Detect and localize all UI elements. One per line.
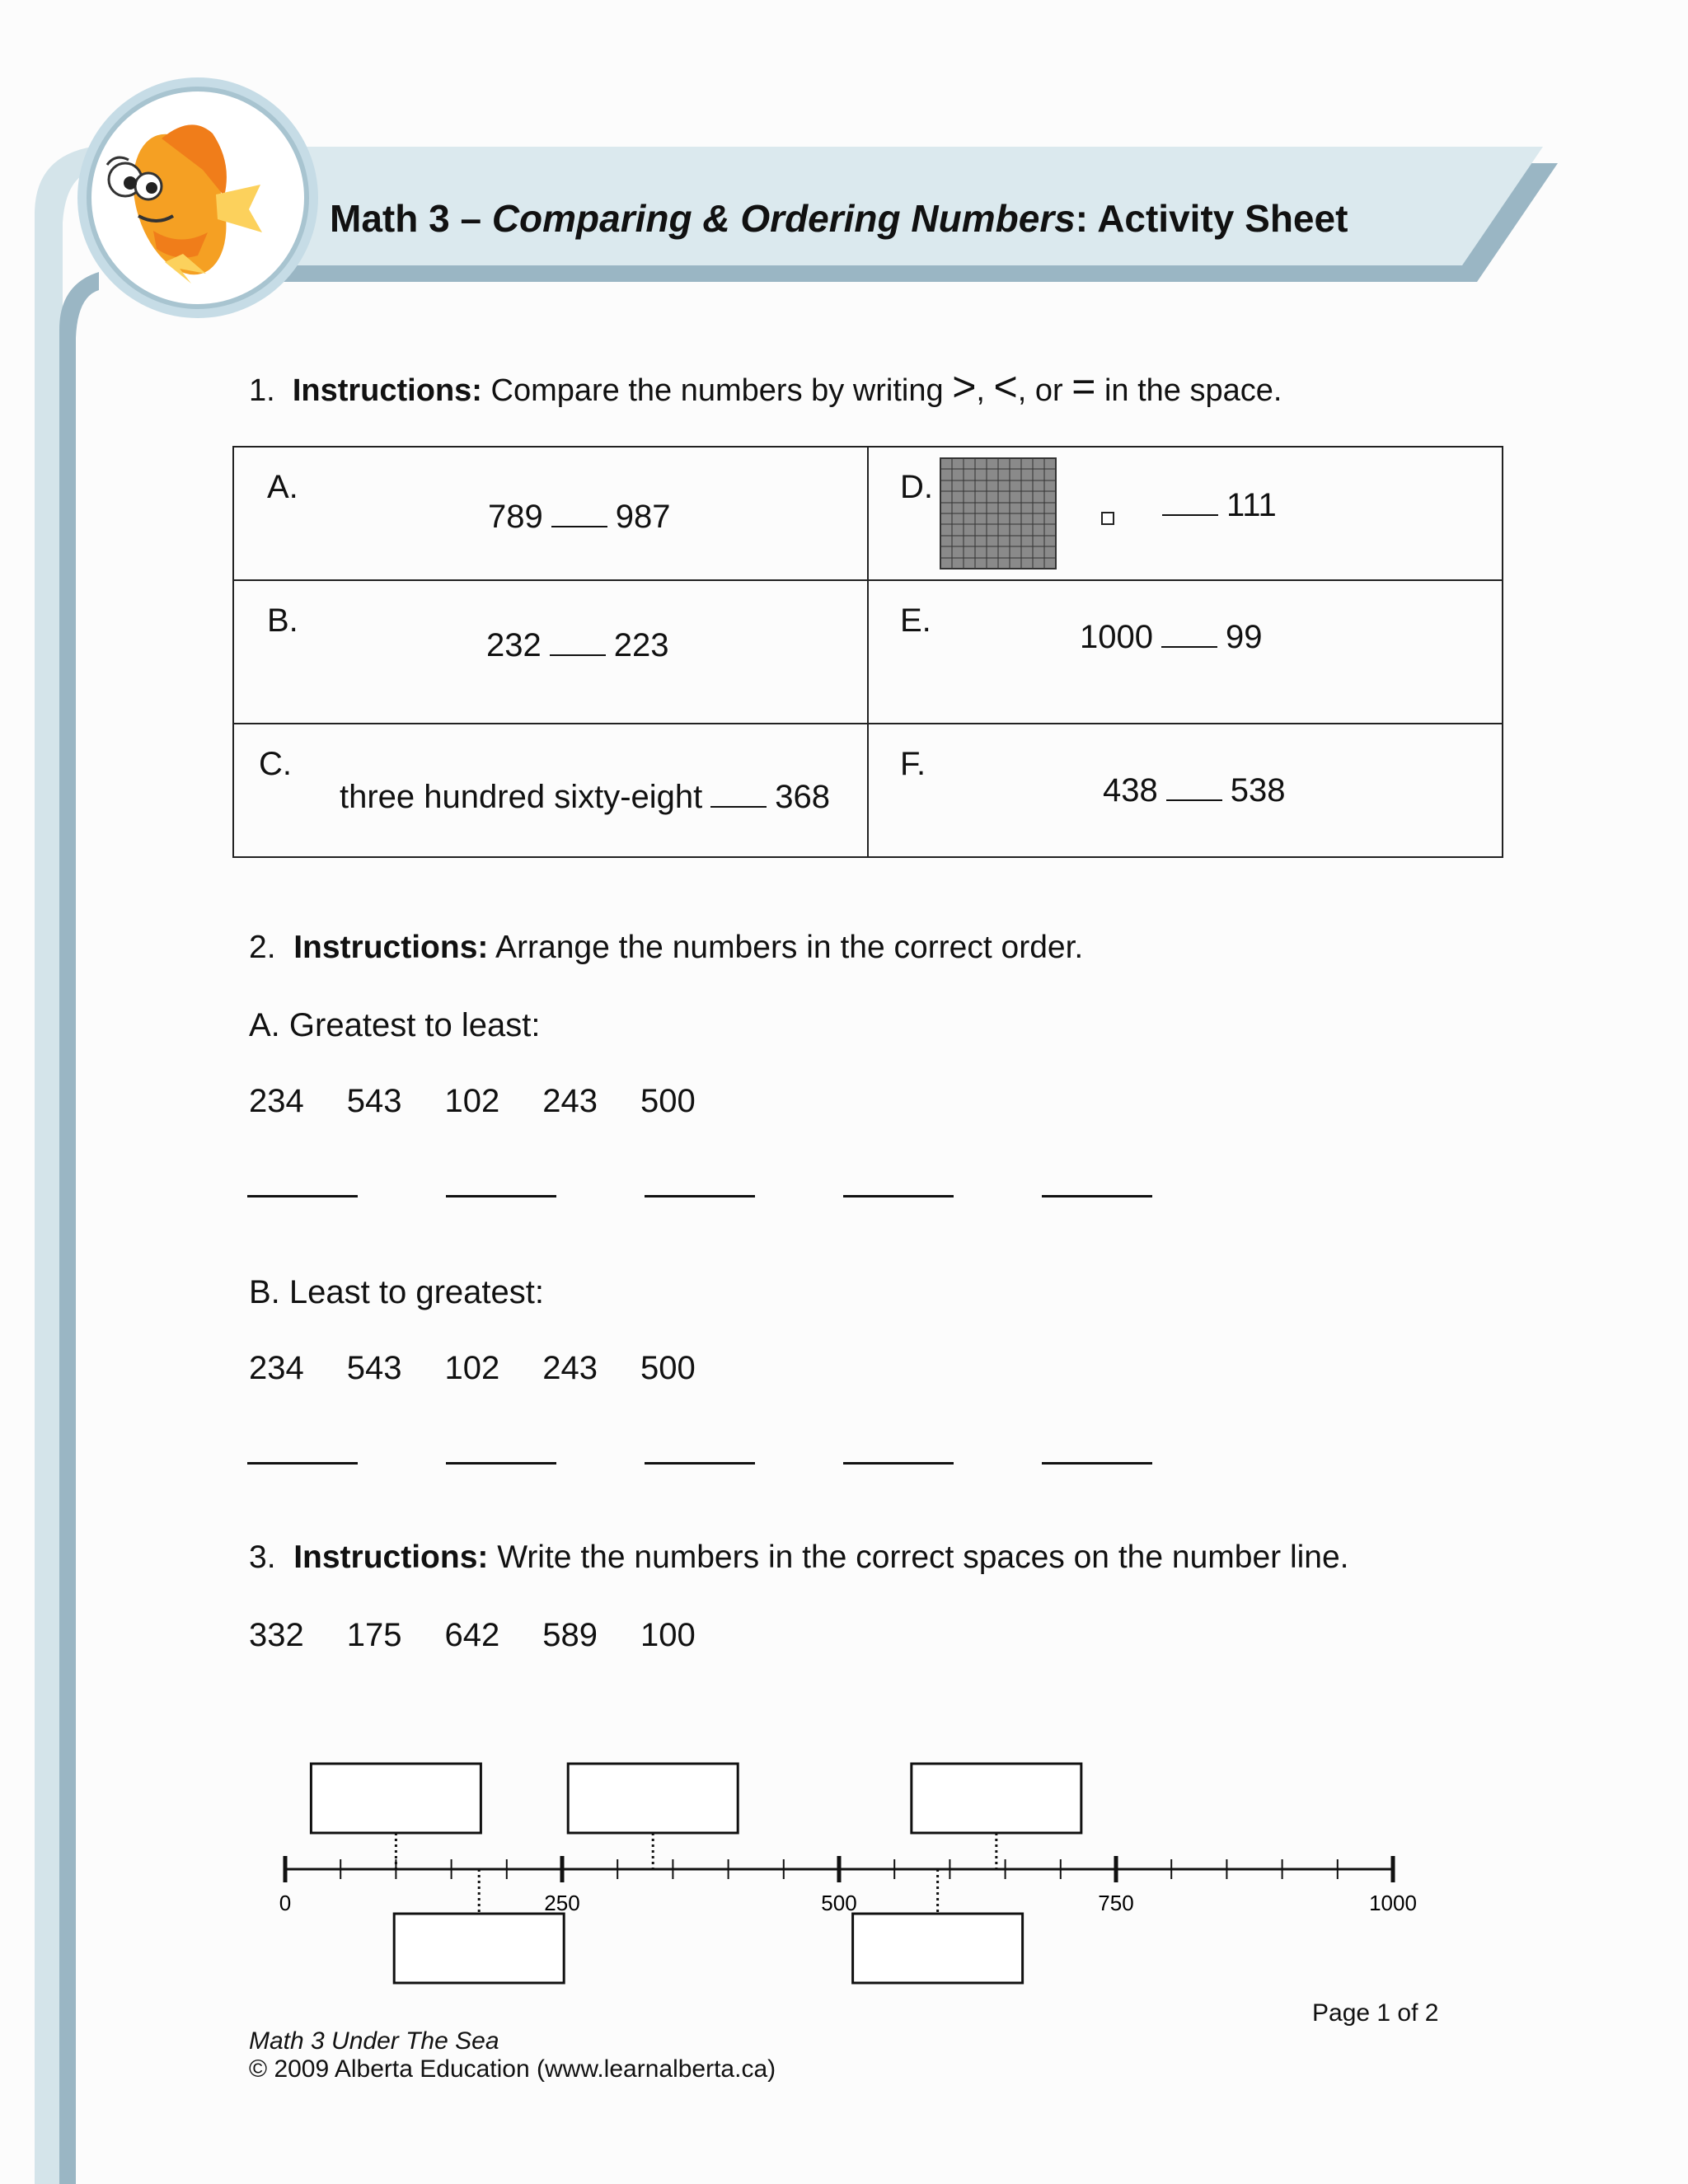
item-c: C. three hundred sixty-eight 368 (233, 724, 868, 857)
order-blank-a4[interactable] (843, 1195, 954, 1197)
heading-greatest-to-least: A. Greatest to least: (249, 1007, 541, 1043)
footer-copyright: © 2009 Alberta Education (www.learnalberta.ca) (249, 2055, 776, 2083)
number-line-label: 250 (544, 1891, 580, 1915)
order-blank-b5[interactable] (1042, 1462, 1152, 1465)
header-banner (0, 0, 1688, 346)
number-line-label: 0 (279, 1891, 292, 1915)
item-a: A. 789 987 (233, 447, 868, 580)
order-blank-a5[interactable] (1042, 1195, 1152, 1197)
item-f: F. 438 538 (868, 724, 1503, 857)
answer-box[interactable] (568, 1764, 738, 1833)
fish-mascot-icon (77, 77, 318, 318)
number-line (0, 1731, 1688, 1994)
unit-cube-icon (1101, 512, 1114, 525)
comparison-table (232, 446, 1503, 858)
footer-series: Math 3 Under The Sea (249, 2027, 499, 2055)
item-e: E. 1000 99 (868, 580, 1503, 724)
page-number: Page 1 of 2 (1312, 1999, 1439, 2027)
answer-box[interactable] (311, 1764, 481, 1833)
answer-blank-f[interactable] (1166, 775, 1222, 801)
order-blank-a2[interactable] (446, 1195, 556, 1197)
answer-blank-b[interactable] (550, 630, 606, 656)
page-title: Math 3 – Comparing & Ordering Numbers: Activity Sheet (330, 197, 1348, 240)
number-set-3: 332 175 642 589 100 (249, 1617, 696, 1653)
instructions-2: 2. Instructions: Arrange the numbers in the correct order. (249, 930, 1084, 965)
item-d: D. 111 (868, 447, 1503, 580)
order-blank-b2[interactable] (446, 1462, 556, 1465)
item-b: B. 232 223 (233, 580, 868, 724)
instructions-1: 1. Instructions: Compare the numbers by writing >, <, or = in the space. (249, 363, 1282, 410)
order-blank-b4[interactable] (843, 1462, 954, 1465)
answer-blank-e[interactable] (1161, 621, 1217, 648)
answer-blank-c[interactable] (710, 781, 767, 808)
answer-box[interactable] (853, 1914, 1023, 1983)
answer-box[interactable] (912, 1764, 1081, 1833)
number-line-label: 750 (1098, 1891, 1134, 1915)
number-line-label: 1000 (1369, 1891, 1417, 1915)
instructions-3: 3. Instructions: Write the numbers in the correct spaces on the number line. (249, 1540, 1349, 1575)
number-set-b: 234 543 102 243 500 (249, 1350, 696, 1386)
order-blank-b1[interactable] (247, 1462, 358, 1465)
number-set-a: 234 543 102 243 500 (249, 1083, 696, 1119)
order-blank-b3[interactable] (645, 1462, 755, 1465)
answer-blank-a[interactable] (551, 501, 607, 527)
hundred-flat-icon (940, 457, 1057, 569)
order-blank-a3[interactable] (645, 1195, 755, 1197)
answer-box[interactable] (394, 1914, 564, 1983)
order-blank-a1[interactable] (247, 1195, 358, 1197)
heading-least-to-greatest: B. Least to greatest: (249, 1274, 544, 1310)
number-line-label: 500 (821, 1891, 857, 1915)
answer-blank-d[interactable] (1162, 490, 1218, 516)
